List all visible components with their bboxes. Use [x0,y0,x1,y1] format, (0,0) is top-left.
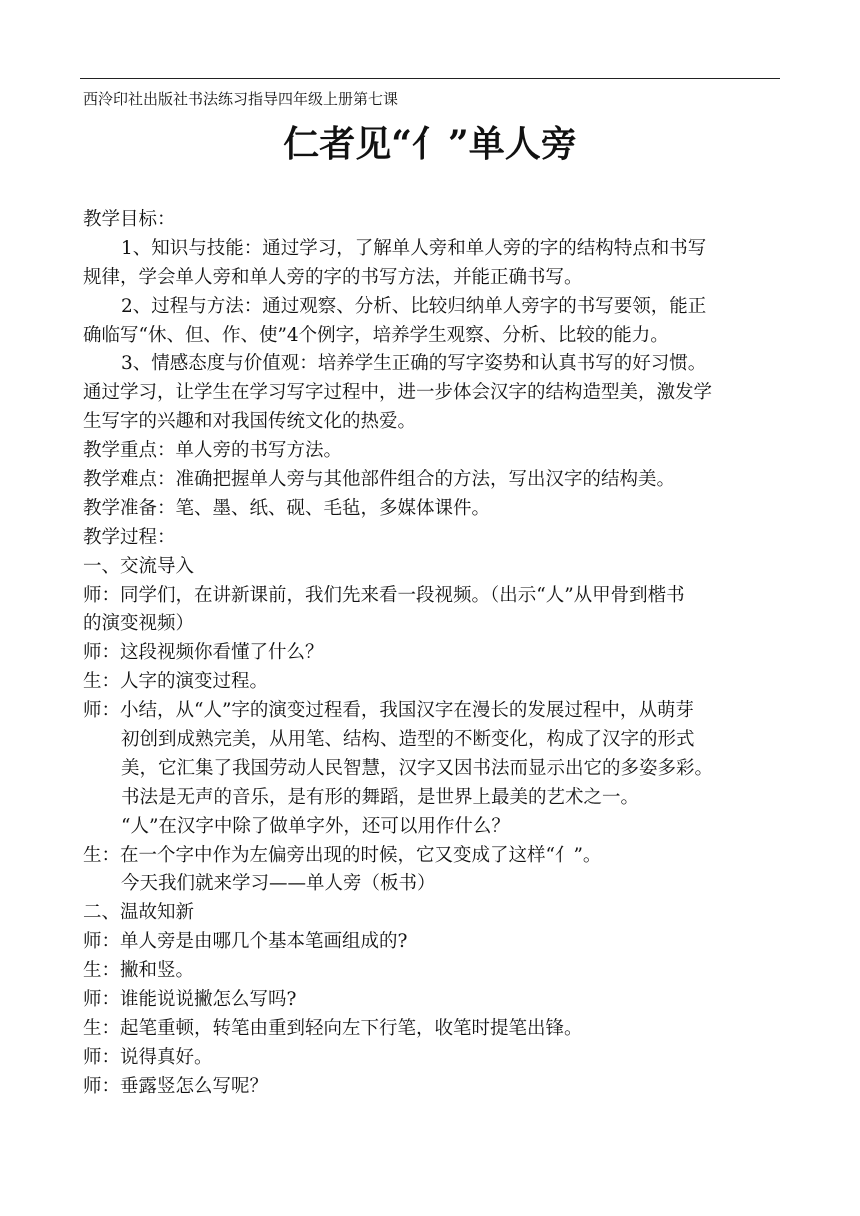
text-line: 教学难点：准确把握单人旁与其他部件组合的方法，写出汉字的结构美。 [83,469,676,491]
text-line: 教学过程： [83,526,176,548]
text-line: 教学目标： [83,209,176,230]
dialogue-line: 师：说得真好。 [83,1046,213,1068]
text-line: 通过学习，让学生在学习写字过程中，进一步体会汉字的结构造型美，激发学 [83,382,713,404]
dialogue-line: 师：同学们，在讲新课前，我们先来看一段视频。（出示“人”从甲骨到楷书 [83,584,685,606]
dialogue-line: 生：撇和竖。 [83,960,195,982]
dialogue-line: 师：单人旁是由哪几个基本笔画组成的? [83,931,408,953]
dialogue-line: 生：在一个字中作为左偏旁出现的时候，它又变成了这样“亻”。 [83,844,602,866]
dialogue-line: 师：小结，从“人”字的演变过程看，我国汉字在漫长的发展过程中，从萌芽 [83,700,694,722]
running-header: 西泠印社出版社书法练习指导四年级上册第七课 [83,90,399,108]
dialogue-line: 师：谁能说说撇怎么写吗? [83,989,297,1011]
lesson-body [83,206,773,1102]
dialogue-line: 初创到成熟完美，从用笔、结构、造型的不断变化，构成了汉字的形式 [121,729,695,751]
dialogue-line: “人”在汉字中除了做单字外，还可以用作什么？ [121,815,510,837]
text-line: 生写字的兴趣和对我国传统文化的热爱。 [83,411,417,433]
text-line: 1、知识与技能：通过学习，了解单人旁和单人旁的字的结构特点和书写 [121,237,707,259]
dialogue-line: 的演变视频） [83,613,195,635]
header-rule [80,78,780,79]
section-heading: 二、温故知新 [83,902,195,924]
dialogue-line: 生：起笔重顿，转笔由重到轻向左下行笔，收笔时提笔出锋。 [83,1017,583,1039]
dialogue-line: 生：人字的演变过程。 [83,671,269,693]
section-heading: 一、交流导入 [83,555,195,577]
dialogue-line: 师：这段视频你看懂了什么？ [83,642,324,664]
text-line: 教学重点：单人旁的书写方法。 [83,440,343,462]
dialogue-line: 美，它汇集了我国劳动人民智慧，汉字又因书法而显示出它的多姿多彩。 [121,757,714,779]
text-line: 确临写“休、但、作、使”4个例字，培养学生观察、分析、比较的能力。 [83,324,669,346]
text-line: 教学准备：笔、墨、纸、砚、毛毡，多媒体课件。 [83,497,491,519]
dialogue-line: 师：垂露竖怎么写呢？ [83,1075,269,1097]
page-title: 仁者见“亻”单人旁 [283,123,577,165]
dialogue-line: 书法是无声的音乐，是有形的舞蹈，是世界上最美的艺术之一。 [121,786,640,808]
text-line: 2、过程与方法：通过观察、分析、比较归纳单人旁字的书写要领，能正 [121,295,707,317]
text-line: 规律，学会单人旁和单人旁的字的书写方法，并能正确书写。 [83,266,583,288]
text-line: 3、情感态度与价值观：培养学生正确的写字姿势和认真书写的好习惯。 [121,353,707,375]
dialogue-line: 今天我们就来学习——单人旁（板书） [121,873,436,895]
